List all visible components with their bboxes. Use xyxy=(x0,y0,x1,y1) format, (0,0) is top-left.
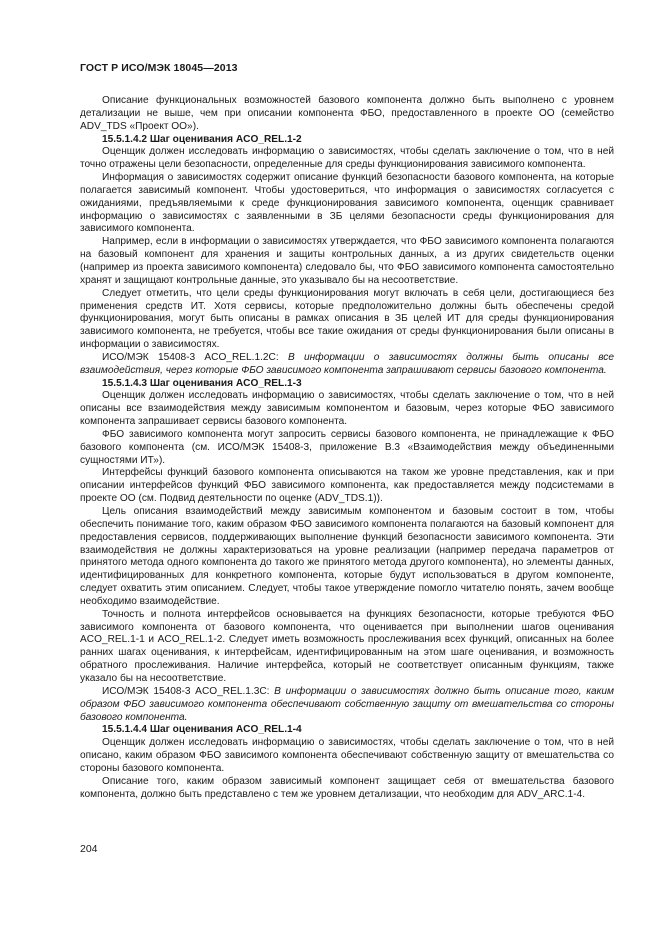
paragraph: Оценщик должен исследовать информацию о зависимостях, чтобы сделать заключение о том, что в ней описаны все взаимодействия между зависимым компонентом и базовым, через которые ФБО зависимого компонента запрашивает сервисы базового компонента. xyxy=(80,390,614,428)
standard-reference: ИСО/МЭК 15408-3 ACO_REL.1.3С: xyxy=(102,685,270,697)
section-heading: 15.5.1.4.2 Шаг оценивания ACO_REL.1-2 xyxy=(102,133,302,145)
document-header: ГОСТ Р ИСО/МЭК 18045—2013 xyxy=(80,62,238,74)
paragraph: ФБО зависимого компонента могут запросить сервисы базового компонента, не принадлежащие к ФБО базового компонента (см. ИСО/МЭК 15408-3, приложение В.3 «Взаимодействия между объединенными сущностями ИТ»). xyxy=(80,428,614,466)
paragraph: Например, если в информации о зависимостях утверждается, что ФБО зависимого компонента полагаются на базовый компонент для хранения и защиты контрольных данных, а из других свидетельств оценки (например из проекта зависимого компонента) следовало бы, что ФБО зависимого компонента самостоятельно хранят и защищают контрольные данные, это указывало бы на несоответствие. xyxy=(80,236,614,286)
paragraph: Цель описания взаимодействий между зависимым компонентом и базовым состоит в том, чтобы обеспечить понимание того, каким образом ФБО зависимого компонента полагаются на базовый компонент для предоставления сервисов, поддерживающих выполнение функций безопасности зависимого компонента. Эти взаимодействия не должны характеризоваться на уровне реализации (например передача параметров от принятого метода одного компонента до такого же принятого метода другого компонента), но элементы данных, идентифицированных для конкретного компонента, которые будут использоваться в другом компоненте, следует охватить этим описанием. Следует, чтобы такое утверждение помогло читателю понять, зачем вообще необходимо взаимодействие. xyxy=(80,506,614,607)
paragraph: Описание функциональных возможностей базового компонента должно быть выполнено с уровнем детализации не выше, чем при описании компонента ФБО, предоставленного в проекте ОО (семейство ADV_TDS «Проект ОО»). xyxy=(80,95,614,132)
paragraph: Описание того, каким образом зависимый компонент защищает себя от вмешательства базового компонента, должно быть представлено с тем же уровнем детализации, что необходим для ADV_ARC.1-4. xyxy=(80,775,614,800)
requirement-quote xyxy=(80,686,614,725)
paragraph: Оценщик должен исследовать информацию о зависимостях, чтобы сделать заключение о том, что в ней описано, каким образом ФБО зависимого компонента обеспечивают собственную защиту от вмешательства со стороны базового компонента. xyxy=(80,737,614,774)
paragraph: Информация о зависимостях содержит описание функций безопасности базового компонента, на которые полагается зависимый компонент. Чтобы удостовериться, что информация о зависимостях согласуется с ожиданиями, предъявляемыми к среде функционирования зависимого компонента, оценщик сравнивает информацию о зависимостях с заявленными в ЗБ целями безопасности среды функционирования для зависимого компонента. xyxy=(80,172,614,235)
section-heading: 15.5.1.4.4 Шаг оценивания ACO_REL.1-4 xyxy=(102,724,302,736)
requirement-quote xyxy=(80,352,614,378)
paragraph: Оценщик должен исследовать информацию о зависимостях, чтобы сделать заключение о том, что в ней точно отражены цели безопасности, определенные для среды функционирования зависимого компонента. xyxy=(80,146,614,171)
section-heading: 15.5.1.4.3 Шаг оценивания ACO_REL.1-3 xyxy=(102,377,302,389)
paragraph: Точность и полнота интерфейсов основывается на функциях безопасности, которые требуются ФБО зависимого компонента от базового компонента, что оценивается при выполнении шагов оценивания ACO_REL.1-1 и ACO_REL.1-2. Следует иметь возможность прослеживания всех функций, описанных на более ранних шагах оценивания, к интерфейсам, идентифицированным на этом шаге оценивания, и возможность обратного прослеживания. Наличие интерфейса, который не соответствует описанным функциям, также указало бы на несоответствие. xyxy=(80,608,614,684)
document-body xyxy=(80,95,614,801)
requirement-text: В информации о зависимостях должно быть описание того, каким образом ФБО зависимого компонента обеспечивают собственную защиту от вмешательства со стороны базового компонента. xyxy=(80,685,614,723)
requirement-text: В информации о зависимостях должны быть описаны все взаимодействия, через которые ФБО зависимого компонента запрашивают сервисы базового компонента. xyxy=(80,351,614,376)
standard-reference: ИСО/МЭК 15408-3 ACO_REL.1.2С: xyxy=(102,351,279,363)
paragraph: Следует отметить, что цели среды функционирования могут включать в себя цели, достигающиеся без применения средств ИТ. Хотя сервисы, которые предположительно должны быть обеспечены средой функционирования, могут быть описаны в рамках описания в ЗБ целей ИТ для среды функционирования зависимого компонента, не требуется, чтобы все такие ожидания от среды функционирования были описаны в информации о зависимостях. xyxy=(80,287,614,351)
page-number: 204 xyxy=(80,843,98,855)
paragraph: Интерфейсы функций базового компонента описываются на таком же уровне представления, как и при описании интерфейсов функций ФБО зависимого компонента, как предоставляется между подсистемами в проекте ОО (см. Подвид деятельности по оценке (ADV_TDS.1)). xyxy=(80,467,614,505)
